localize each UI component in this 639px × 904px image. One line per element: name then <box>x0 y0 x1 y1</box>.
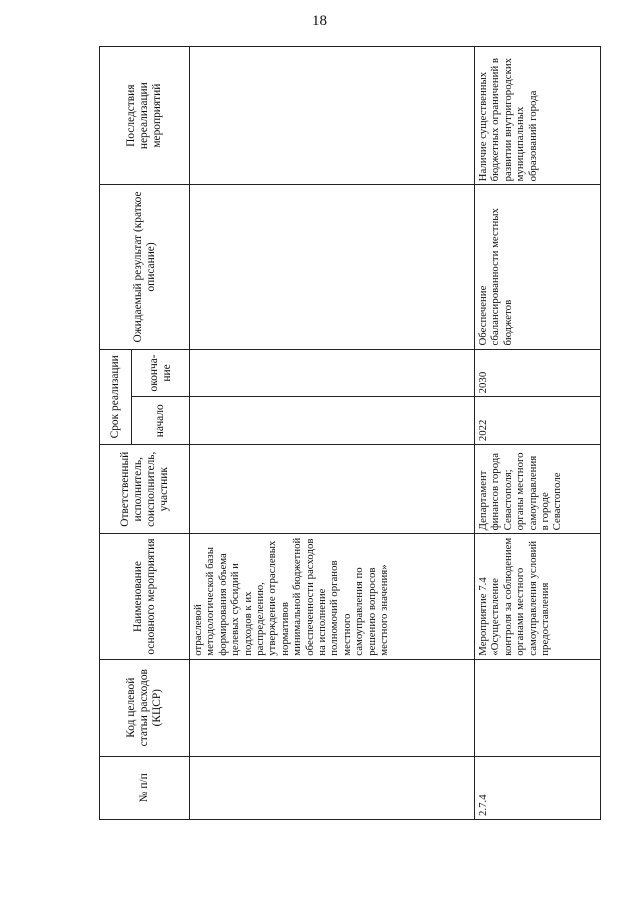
cell-end: 2030 <box>475 349 601 397</box>
rotated-table-container <box>99 46 601 820</box>
page-number: 18 <box>312 13 327 29</box>
header-executor: Ответственный исполнитель, соисполнитель, участник <box>100 445 190 534</box>
header-start: начало <box>132 397 190 445</box>
header-result: Ожидаемый результат (краткое описание) <box>100 185 190 349</box>
header-num: № п/п <box>100 756 190 819</box>
cell-consequences: Наличие существенных бюджетных ограничений в развитии внутригородских муниципальных образований города <box>475 47 601 185</box>
header-consequences: Последствия нереализации мероприятий <box>100 47 190 185</box>
cell-result: Обеспечение сбалансированности местных бюджетов <box>475 185 601 349</box>
cell-executor <box>190 445 475 534</box>
header-period: Срок реализации <box>100 349 132 445</box>
header-name: Наименование основного мероприятия <box>100 534 190 659</box>
cell-name: Мероприятие 7.4 «Осуществление контроля за соблюдением органами местного самоуправления условий предоставления <box>475 534 601 659</box>
cell-end <box>190 349 475 397</box>
cell-consequences <box>190 47 475 185</box>
header-end: оконча-ние <box>132 349 190 397</box>
activities-table <box>99 46 601 820</box>
cell-start <box>190 397 475 445</box>
cell-start: 2022 <box>475 397 601 445</box>
cell-num <box>190 756 475 819</box>
cell-result <box>190 185 475 349</box>
cell-num: 2.7.4 <box>475 756 601 819</box>
table-row <box>190 47 475 820</box>
cell-name: отраслевой методологической базы формирования объема целевых субсидий и подходов к их распределению, утверждение отраслевых нормативов минимальной бюджетной обеспеченности расходов на исполнение полномочий органов местного самоуправления по решению вопросов местного значения» <box>190 534 475 659</box>
cell-kcsr <box>475 659 601 756</box>
table-row <box>475 47 601 820</box>
cell-kcsr <box>190 659 475 756</box>
cell-executor: Департамент финансов города Севастополя; органы местного самоуправления в городе Севастополе <box>475 445 601 534</box>
header-kcsr: Код целевой статьи расходов (КЦСР) <box>100 659 190 756</box>
